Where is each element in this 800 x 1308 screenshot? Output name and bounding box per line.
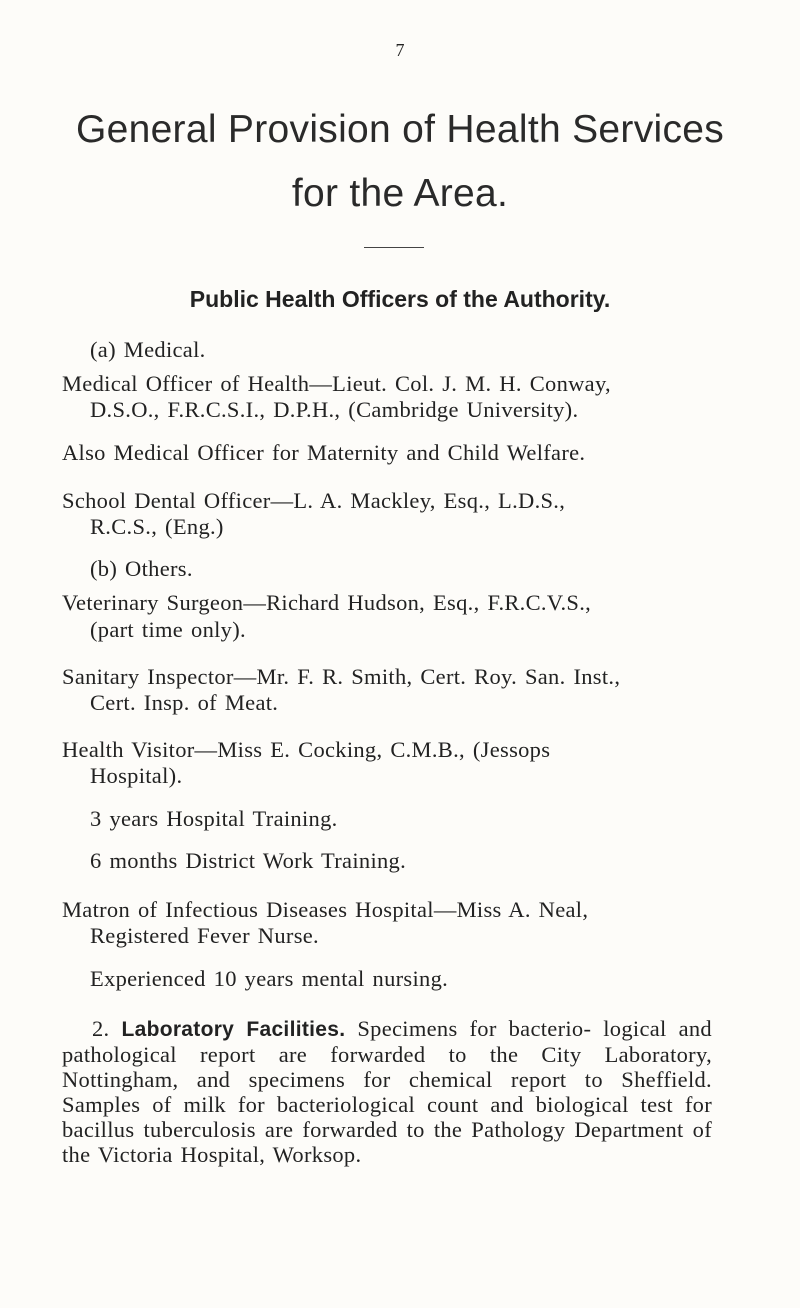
hv-training-2: 6 months District Work Training. [90, 848, 407, 873]
moh-line-1: Medical Officer of Health—Lieut. Col. J. M. H. Conway, [62, 371, 611, 396]
hv-training-1: 3 years Hospital Training. [90, 806, 338, 831]
laboratory-paragraph [62, 1016, 712, 1167]
sanitary-line-2: Cert. Insp. of Meat. [90, 690, 279, 715]
dental-line-1: School Dental Officer—L. A. Mackley, Esq., L.D.S., [62, 488, 566, 513]
divider [364, 247, 424, 248]
section-heading: Public Health Officers of the Authority. [189, 286, 611, 312]
matron-experience: Experienced 10 years mental nursing. [90, 966, 449, 991]
page-number: 7 [395, 40, 405, 60]
title-line-1: General Provision of Health Services [75, 108, 725, 151]
moh-line-2: D.S.O., F.R.C.S.I., D.P.H., (Cambridge University). [90, 397, 579, 422]
vet-line-2: (part time only). [90, 617, 246, 642]
vet-line-1: Veterinary Surgeon—Richard Hudson, Esq., F.R.C.V.S., [62, 590, 592, 615]
laboratory-number: 2. [92, 1016, 110, 1041]
title-line-2: for the Area. [291, 172, 509, 215]
dental-line-2: R.C.S., (Eng.) [90, 514, 224, 539]
sanitary-line-1: Sanitary Inspector—Mr. F. R. Smith, Cert. Roy. San. Inst., [62, 664, 621, 689]
page-title [0, 98, 800, 226]
maternity-line: Also Medical Officer for Maternity and Child Welfare. [62, 440, 586, 465]
others-label: (b) Others. [90, 556, 193, 581]
laboratory-text: Specimens for bacterio- logical and pathological report are forwarded to the City Laboratory, Nottingham, and specimens for chemical report to Sheffield. Samples of milk for bacteriological count and biological test for bacillus tuberculosis are forwarded to the Pathology Department of the Victoria Hospital, Worksop. [62, 1016, 712, 1167]
medical-label: (a) Medical. [90, 337, 206, 362]
matron-line-2: Registered Fever Nurse. [90, 923, 319, 948]
hv-line-2: Hospital). [90, 763, 183, 788]
hv-line-1: Health Visitor—Miss E. Cocking, C.M.B., (Jessops [62, 737, 551, 762]
laboratory-heading: Laboratory Facilities. [121, 1018, 346, 1041]
matron-line-1: Matron of Infectious Diseases Hospital—Miss A. Neal, [62, 897, 589, 922]
